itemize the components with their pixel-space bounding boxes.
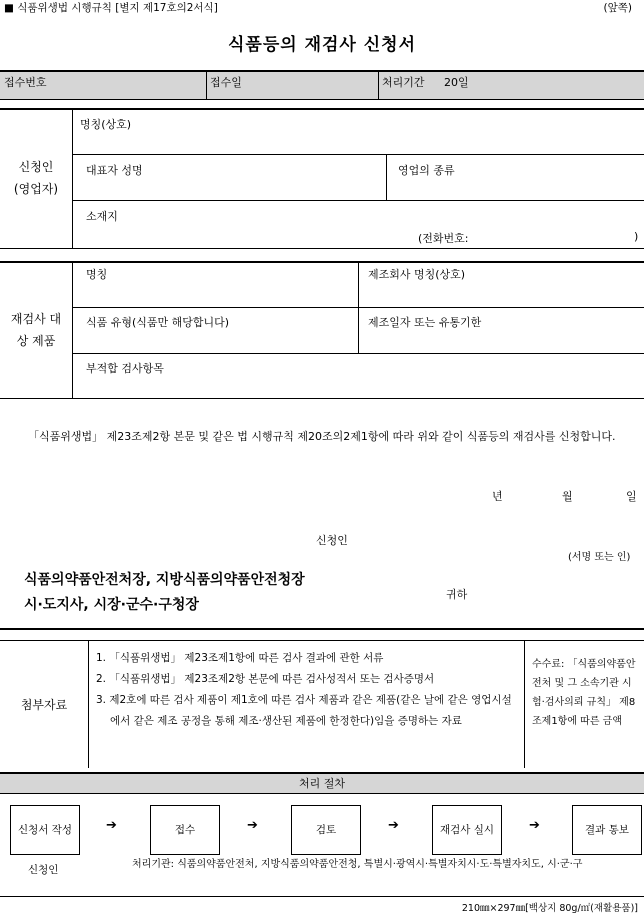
attachments-label: 첨부자료 [20,698,68,712]
business-type-field[interactable]: 영업의 종류 [398,164,455,177]
arrow-right-icon: ➔ [529,818,540,833]
arrow-right-icon: ➔ [106,818,117,833]
process-step-reinspection: 재검사 실시 [432,805,502,855]
process-step-receipt: 접수 [150,805,220,855]
product-name-field[interactable]: 명칭 [86,268,108,281]
fee-note: 수수료: 「식품의약품안전처 및 그 소속기관 시험·검사의뢰 규칙」 제8조제1항에 따른 금액 [532,659,636,727]
recipient-honorific: 귀하 [446,588,468,601]
date-month[interactable]: 월 [562,490,573,503]
recipient-line-1: 식품의약품안전처장, 지방식품의약품안전청장 [24,572,305,588]
attachment-item: 1. 「식품위생법」 제23조제1항에 따른 검사 결과에 관한 서류 [96,652,384,664]
address-field[interactable]: 소재지 [86,210,118,223]
form-reference: ■ 식품위생법 시행규칙 [별지 제17호의2서식] [4,2,218,14]
attachment-item: 2. 「식품위생법」 제23조제2항 본문에 따른 검사성적서 또는 검사증명서 [96,673,435,685]
process-applicant-caption: 신청인 [28,864,59,876]
expiry-date-field[interactable]: 제조일자 또는 유통기한 [368,316,482,329]
attachment-item: 3. 제2호에 따른 검사 제품이 제1호에 따른 검사 제품과 같은 제품(같은 날에 같은 영업시설에서 같은 제조 공정을 통해 제조·생산된 제품에 한정한다)임을 증명하는 자료 [96,694,512,727]
page-title: 식품등의 재검사 신청서 [227,35,417,55]
representative-name-field[interactable]: 대표자 성명 [86,164,143,177]
process-title: 처리 절차 [0,772,644,794]
processing-period-value: 20일 [444,76,469,89]
receipt-number-label: 접수번호 [4,76,47,89]
recipient [24,568,305,618]
receipt-date-label: 접수일 [210,76,242,89]
date-day[interactable]: 일 [626,490,637,503]
failed-items-field[interactable]: 부적합 검사항목 [86,362,164,375]
recipient-line-2: 시·도지사, 시장·군수·구청장 [24,597,199,613]
paper-spec-footer: 210㎜×297㎜[백상지 80g/㎡(재활용품)] [461,903,638,914]
manufacturer-field[interactable]: 제조회사 명칭(상호) [368,268,466,281]
applicant-name-field[interactable]: 명칭(상호) [80,118,132,131]
arrow-right-icon: ➔ [388,818,399,833]
receipt-number-field[interactable] [0,72,206,99]
signature-applicant-label: 신청인 [316,534,348,547]
processing-period-label: 처리기간 [382,76,425,89]
phone-label[interactable]: (전화번호: [418,232,469,245]
process-agency-note: 처리기관: 식품의약품안전처, 지방식품의약품안전청, 특별시·광역시·특별자치시·도·특별자치도, 시·군·구 [132,859,583,870]
attachments-list [96,648,520,732]
receipt-date-field[interactable] [206,72,378,99]
product-section-label: 재검사 대 상 제품 [10,312,62,348]
page-side: (앞쪽) [603,2,632,14]
date-year[interactable]: 년 [492,490,503,503]
signature-field[interactable]: (서명 또는 인) [568,552,631,563]
application-statement: 「식품위생법」 제23조제2항 본문 및 같은 법 시행규칙 제20조의2제1항에 따라 위와 같이 식품등의 재검사를 신청합니다. [28,430,616,443]
food-type-field[interactable]: 식품 유형(식품만 해당합니다) [86,316,230,329]
process-step-notify-result: 결과 통보 [572,805,642,855]
processing-period [378,72,644,99]
process-step-write-application: 신청서 작성 [10,805,80,855]
process-step-review: 검토 [291,805,361,855]
applicant-section-label: 신청인 (영업자) [13,160,59,196]
receipt-bar [0,70,644,100]
phone-close: ) [634,230,639,243]
arrow-right-icon: ➔ [247,818,258,833]
